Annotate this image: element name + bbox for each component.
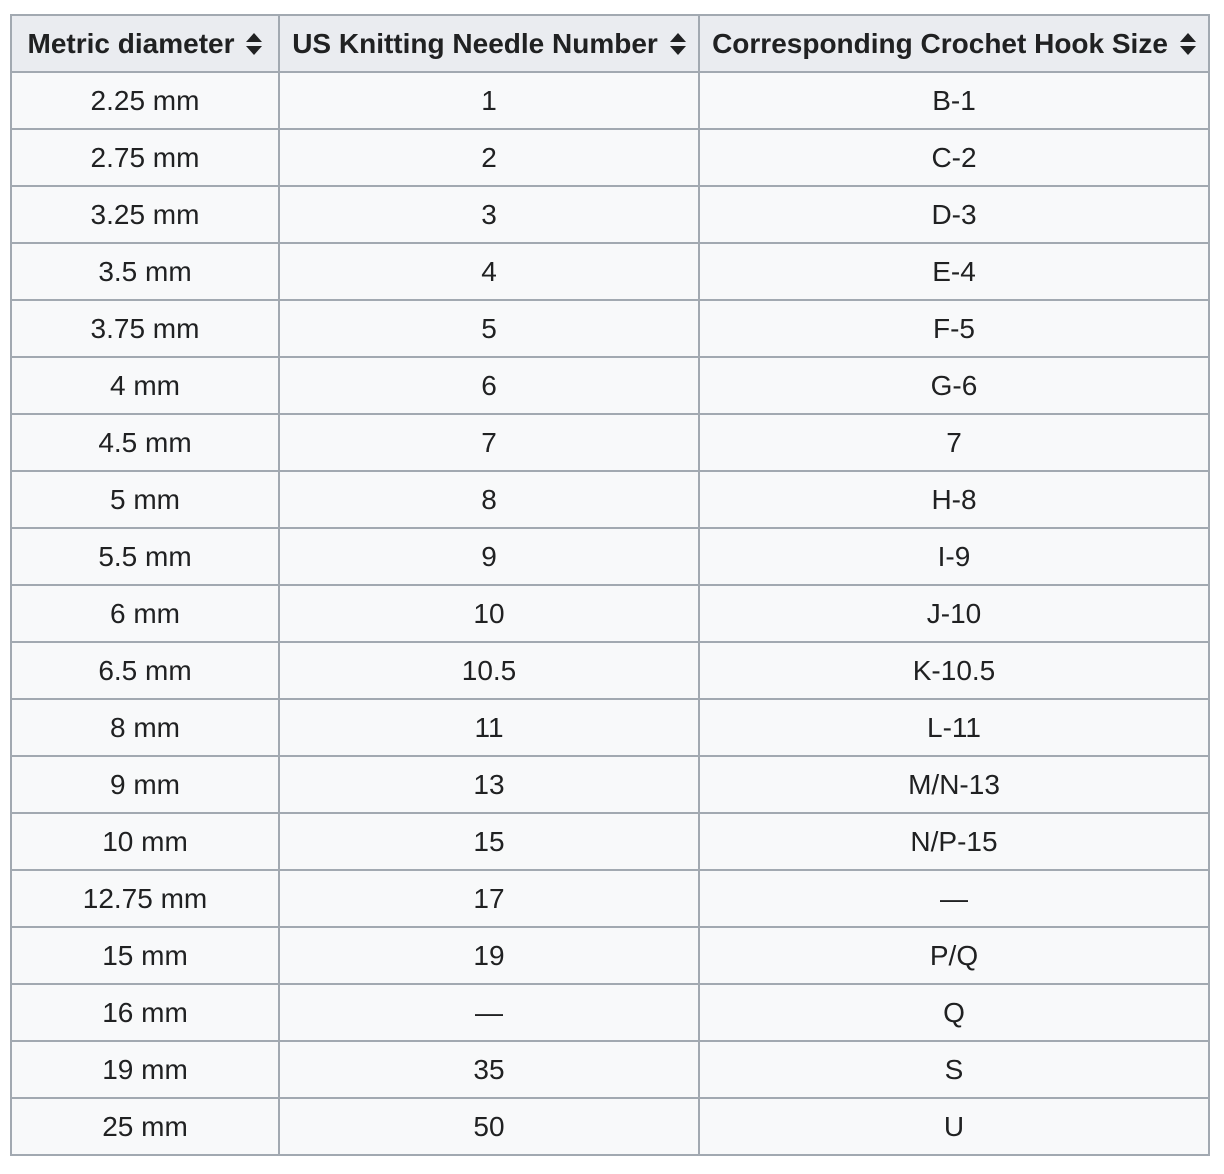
cell-metric-diameter: 15 mm (11, 927, 279, 984)
cell-crochet-hook-size: C-2 (699, 129, 1209, 186)
cell-us-needle-number: 4 (279, 243, 699, 300)
cell-crochet-hook-size: G-6 (699, 357, 1209, 414)
cell-crochet-hook-size: M/N-13 (699, 756, 1209, 813)
cell-metric-diameter: 12.75 mm (11, 870, 279, 927)
header-row (11, 15, 1209, 72)
cell-us-needle-number: 2 (279, 129, 699, 186)
cell-metric-diameter: 9 mm (11, 756, 279, 813)
table-row (11, 585, 1209, 642)
cell-us-needle-number: 10 (279, 585, 699, 642)
table-row (11, 471, 1209, 528)
cell-us-needle-number: 35 (279, 1041, 699, 1098)
cell-metric-diameter: 19 mm (11, 1041, 279, 1098)
table-row (11, 129, 1209, 186)
table-body (11, 72, 1209, 1155)
cell-metric-diameter: 2.25 mm (11, 72, 279, 129)
cell-metric-diameter: 16 mm (11, 984, 279, 1041)
table-row (11, 642, 1209, 699)
table-row (11, 1041, 1209, 1098)
cell-crochet-hook-size: N/P-15 (699, 813, 1209, 870)
sort-both-icon (1180, 33, 1196, 55)
table-row (11, 984, 1209, 1041)
cell-crochet-hook-size: Q (699, 984, 1209, 1041)
table-row (11, 813, 1209, 870)
cell-us-needle-number: 15 (279, 813, 699, 870)
col-header-label: Metric diameter (27, 28, 235, 59)
cell-metric-diameter: 5.5 mm (11, 528, 279, 585)
table-row (11, 699, 1209, 756)
cell-us-needle-number: 3 (279, 186, 699, 243)
cell-us-needle-number: 1 (279, 72, 699, 129)
cell-us-needle-number: 19 (279, 927, 699, 984)
cell-crochet-hook-size: P/Q (699, 927, 1209, 984)
cell-metric-diameter: 6.5 mm (11, 642, 279, 699)
cell-metric-diameter: 4 mm (11, 357, 279, 414)
col-header-crochet-hook-size[interactable] (699, 15, 1209, 72)
table-row (11, 357, 1209, 414)
cell-metric-diameter: 10 mm (11, 813, 279, 870)
cell-us-needle-number: 7 (279, 414, 699, 471)
col-header-us-knitting-needle-number[interactable] (279, 15, 699, 72)
cell-us-needle-number: 11 (279, 699, 699, 756)
table-row (11, 300, 1209, 357)
cell-metric-diameter: 4.5 mm (11, 414, 279, 471)
table-row (11, 870, 1209, 927)
cell-metric-diameter: 3.25 mm (11, 186, 279, 243)
table-row (11, 756, 1209, 813)
sort-both-icon (246, 33, 262, 55)
cell-metric-diameter: 6 mm (11, 585, 279, 642)
cell-crochet-hook-size: — (699, 870, 1209, 927)
cell-us-needle-number: 13 (279, 756, 699, 813)
cell-crochet-hook-size: K-10.5 (699, 642, 1209, 699)
cell-crochet-hook-size: E-4 (699, 243, 1209, 300)
cell-crochet-hook-size: D-3 (699, 186, 1209, 243)
cell-us-needle-number: 5 (279, 300, 699, 357)
cell-metric-diameter: 25 mm (11, 1098, 279, 1155)
cell-metric-diameter: 3.5 mm (11, 243, 279, 300)
table-row (11, 927, 1209, 984)
cell-us-needle-number: 8 (279, 471, 699, 528)
cell-metric-diameter: 2.75 mm (11, 129, 279, 186)
table-row (11, 243, 1209, 300)
cell-metric-diameter: 8 mm (11, 699, 279, 756)
cell-us-needle-number: 6 (279, 357, 699, 414)
table-row (11, 528, 1209, 585)
cell-metric-diameter: 5 mm (11, 471, 279, 528)
cell-us-needle-number: 10.5 (279, 642, 699, 699)
cell-crochet-hook-size: I-9 (699, 528, 1209, 585)
cell-us-needle-number: — (279, 984, 699, 1041)
cell-crochet-hook-size: 7 (699, 414, 1209, 471)
cell-crochet-hook-size: F-5 (699, 300, 1209, 357)
cell-crochet-hook-size: H-8 (699, 471, 1209, 528)
needle-size-table (10, 14, 1210, 1156)
sort-both-icon (670, 33, 686, 55)
col-header-label: Corresponding Crochet Hook Size (712, 28, 1168, 59)
cell-crochet-hook-size: S (699, 1041, 1209, 1098)
table-row (11, 1098, 1209, 1155)
cell-us-needle-number: 17 (279, 870, 699, 927)
cell-metric-diameter: 3.75 mm (11, 300, 279, 357)
cell-us-needle-number: 9 (279, 528, 699, 585)
cell-crochet-hook-size: L-11 (699, 699, 1209, 756)
table-row (11, 414, 1209, 471)
table-row (11, 72, 1209, 129)
cell-crochet-hook-size: J-10 (699, 585, 1209, 642)
col-header-label: US Knitting Needle Number (292, 28, 658, 59)
cell-us-needle-number: 50 (279, 1098, 699, 1155)
col-header-metric-diameter[interactable] (11, 15, 279, 72)
cell-crochet-hook-size: U (699, 1098, 1209, 1155)
cell-crochet-hook-size: B-1 (699, 72, 1209, 129)
table-row (11, 186, 1209, 243)
